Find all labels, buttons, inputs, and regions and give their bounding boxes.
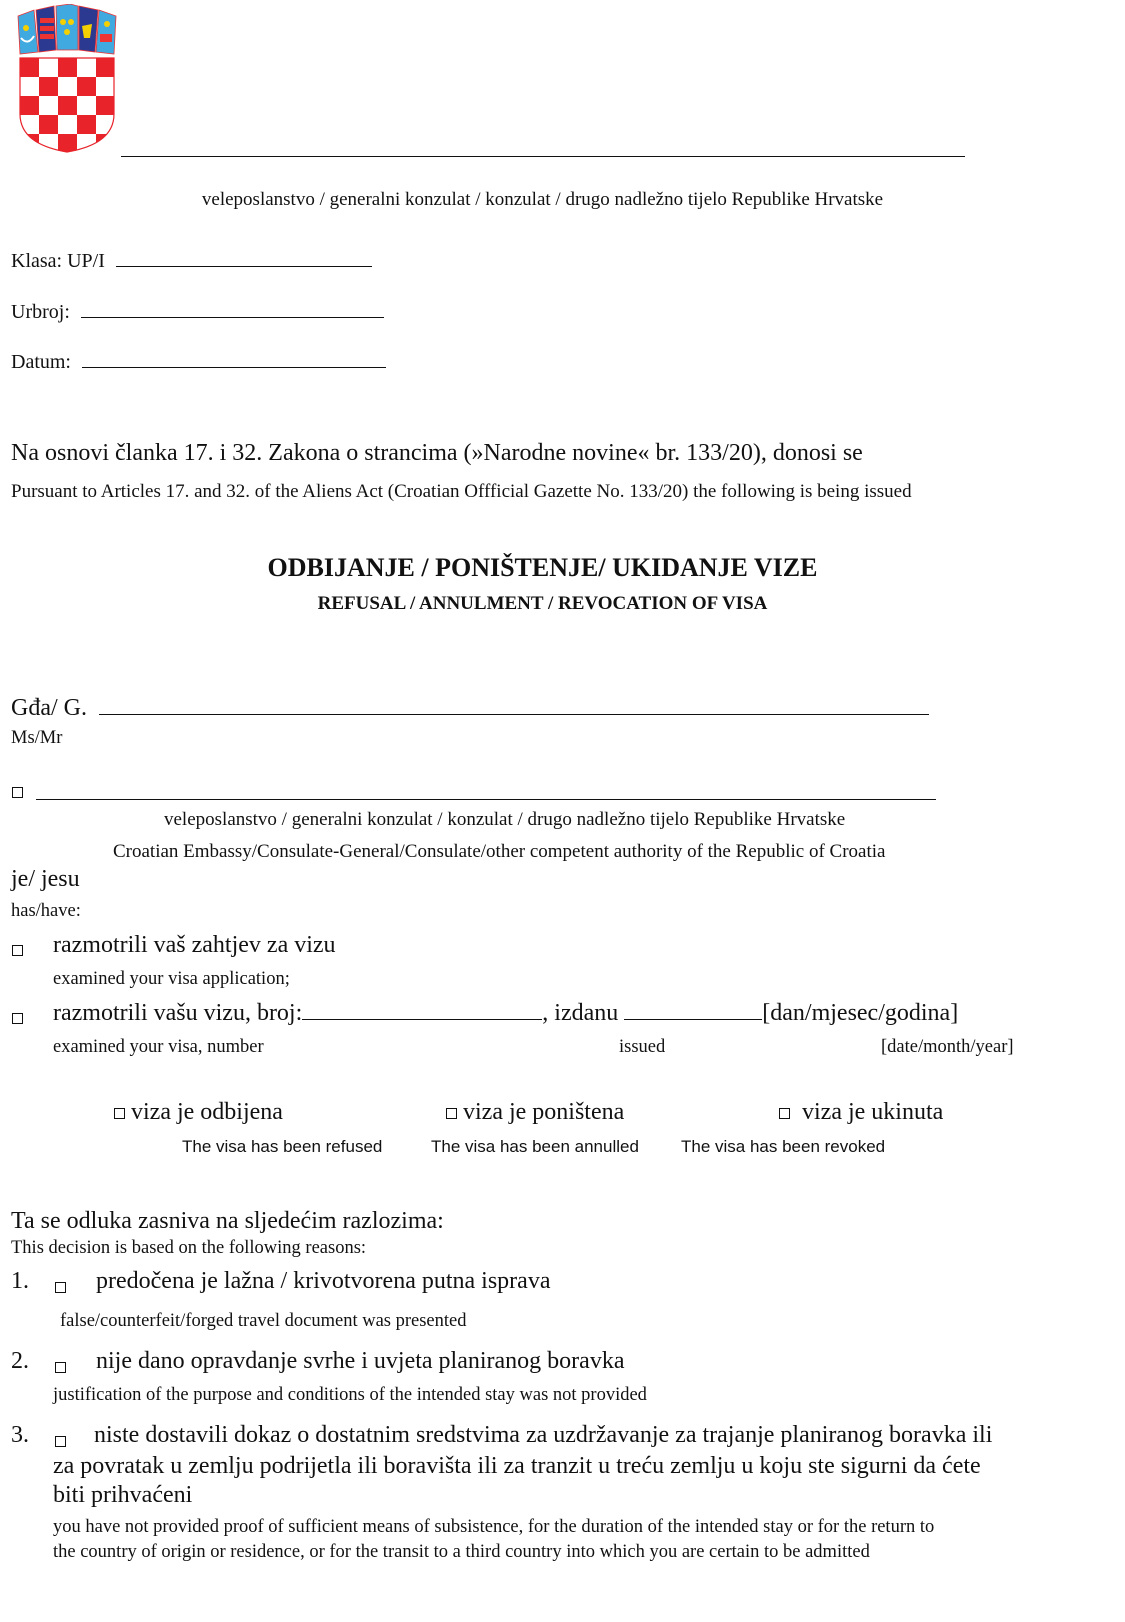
examined-visa-row bbox=[53, 1000, 958, 1027]
reasons-heading-en: This decision is based on the following reasons: bbox=[11, 1238, 367, 1258]
document-subtitle: REFUSAL / ANNULMENT / REVOCATION OF VISA bbox=[317, 593, 768, 614]
revoked-checkbox[interactable] bbox=[779, 1108, 790, 1119]
authority-checkbox[interactable] bbox=[12, 783, 23, 801]
reason-1-checkbox[interactable] bbox=[55, 1278, 66, 1296]
document-title: ODBIJANJE / PONIŠTENJE/ UKIDANJE VIZE bbox=[267, 553, 818, 582]
reason-3-number: 3. bbox=[11, 1422, 29, 1448]
authority-caption: veleposlanstvo / generalni konzulat / konzulat / drugo nadležno tijelo Republike Hrvatske bbox=[201, 189, 884, 210]
urbroj-input[interactable] bbox=[81, 317, 384, 318]
outcome-annulled[interactable] bbox=[446, 1099, 624, 1126]
examined-visa-en: examined your visa, number bbox=[53, 1037, 264, 1057]
reason-1-number: 1. bbox=[11, 1268, 29, 1294]
reason-3-hr-line2: za povratak u zemlju podrijetla ili boravišta ili za tranzit u treću zemlju u koju ste sigurni da ćete bbox=[53, 1453, 981, 1479]
revoked-label-hr: viza je ukinuta bbox=[802, 1099, 944, 1125]
croatian-coat-of-arms-icon bbox=[12, 4, 122, 154]
issued-label-hr: , izdanu bbox=[542, 1000, 619, 1026]
outcome-revoked[interactable] bbox=[779, 1099, 943, 1126]
authority-caption-en: Croatian Embassy/Consulate-General/Consulate/other competent authority of the Republic of Croatia bbox=[113, 841, 886, 862]
recipient-label: Gđa/ G. bbox=[11, 695, 87, 721]
datum-input[interactable] bbox=[82, 367, 386, 368]
urbroj-label: Urbroj: bbox=[11, 301, 70, 323]
annulled-label-en: The visa has been annulled bbox=[431, 1137, 639, 1156]
legal-basis-hr: Na osnovi članka 17. i 32. Zakona o strancima (»Narodne novine« br. 133/20), donosi se bbox=[11, 440, 863, 466]
annulled-label-hr: viza je poništena bbox=[463, 1099, 625, 1125]
reason-2-en: justification of the purpose and conditions of the intended stay was not provided bbox=[53, 1385, 647, 1405]
examined-application-checkbox[interactable] bbox=[12, 941, 23, 959]
authority-input[interactable] bbox=[36, 799, 936, 800]
examined-application-en: examined your visa application; bbox=[53, 969, 290, 989]
date-format-en: [date/month/year] bbox=[881, 1037, 1014, 1057]
reason-2-hr: nije dano opravdanje svrhe i uvjeta planiranog boravka bbox=[96, 1348, 625, 1374]
reason-3-en-line2: the country of origin or residence, or for the transit to a third country into which you are certain to be admitted bbox=[53, 1542, 870, 1562]
legal-basis-en: Pursuant to Articles 17. and 32. of the Aliens Act (Croatian Offficial Gazette No. 133/20) the following is being issued bbox=[11, 481, 912, 502]
datum-label: Datum: bbox=[11, 351, 71, 373]
issued-label-en: issued bbox=[619, 1037, 666, 1057]
recipient-name-input[interactable] bbox=[99, 714, 929, 715]
refused-label-en: The visa has been refused bbox=[182, 1137, 383, 1156]
visa-number-input[interactable] bbox=[302, 1019, 542, 1020]
annulled-checkbox[interactable] bbox=[446, 1108, 457, 1119]
reason-1-en: false/counterfeit/forged travel document was presented bbox=[60, 1311, 467, 1331]
examined-application-hr: razmotrili vaš zahtjev za vizu bbox=[53, 932, 336, 958]
klasa-label: Klasa: UP/I bbox=[11, 250, 105, 272]
reason-2-number: 2. bbox=[11, 1348, 29, 1374]
revoked-label-en: The visa has been revoked bbox=[681, 1137, 886, 1156]
authority-verb-en: has/have: bbox=[11, 901, 81, 921]
examined-visa-hr: razmotrili vašu vizu, broj: bbox=[53, 1000, 303, 1026]
examined-visa-checkbox[interactable] bbox=[12, 1009, 23, 1027]
outcome-refused[interactable] bbox=[114, 1099, 283, 1126]
date-format-hr: [dan/mjesec/godina] bbox=[762, 1000, 959, 1026]
authority-caption-hr: veleposlanstvo / generalni konzulat / konzulat / drugo nadležno tijelo Republike Hrvatske bbox=[164, 809, 846, 830]
recipient-label-en: Ms/Mr bbox=[11, 728, 63, 748]
reason-2-checkbox[interactable] bbox=[55, 1358, 66, 1376]
refused-label-hr: viza je odbijena bbox=[131, 1099, 283, 1125]
urbroj-row bbox=[11, 301, 384, 324]
authority-name-field[interactable] bbox=[121, 156, 965, 157]
recipient-row bbox=[11, 695, 929, 722]
klasa-row bbox=[11, 250, 372, 273]
authority-verb-hr: je/ jesu bbox=[11, 866, 80, 892]
reasons-heading-hr: Ta se odluka zasniva na sljedećim razlozima: bbox=[11, 1208, 444, 1234]
reason-3-en-line1: you have not provided proof of sufficient means of subsistence, for the duration of the intended stay or for the return to bbox=[53, 1517, 935, 1537]
issue-date-input[interactable] bbox=[624, 1019, 762, 1020]
reason-3-hr-line3: biti prihvaćeni bbox=[53, 1482, 193, 1508]
klasa-input[interactable] bbox=[116, 266, 372, 267]
datum-row bbox=[11, 351, 386, 374]
reason-3-checkbox[interactable] bbox=[55, 1432, 66, 1450]
reason-1-hr: predočena je lažna / krivotvorena putna isprava bbox=[96, 1268, 551, 1294]
refused-checkbox[interactable] bbox=[114, 1108, 125, 1119]
reason-3-hr-line1: niste dostavili dokaz o dostatnim sredstvima za uzdržavanje za trajanje planiranog boravka ili bbox=[94, 1422, 993, 1448]
